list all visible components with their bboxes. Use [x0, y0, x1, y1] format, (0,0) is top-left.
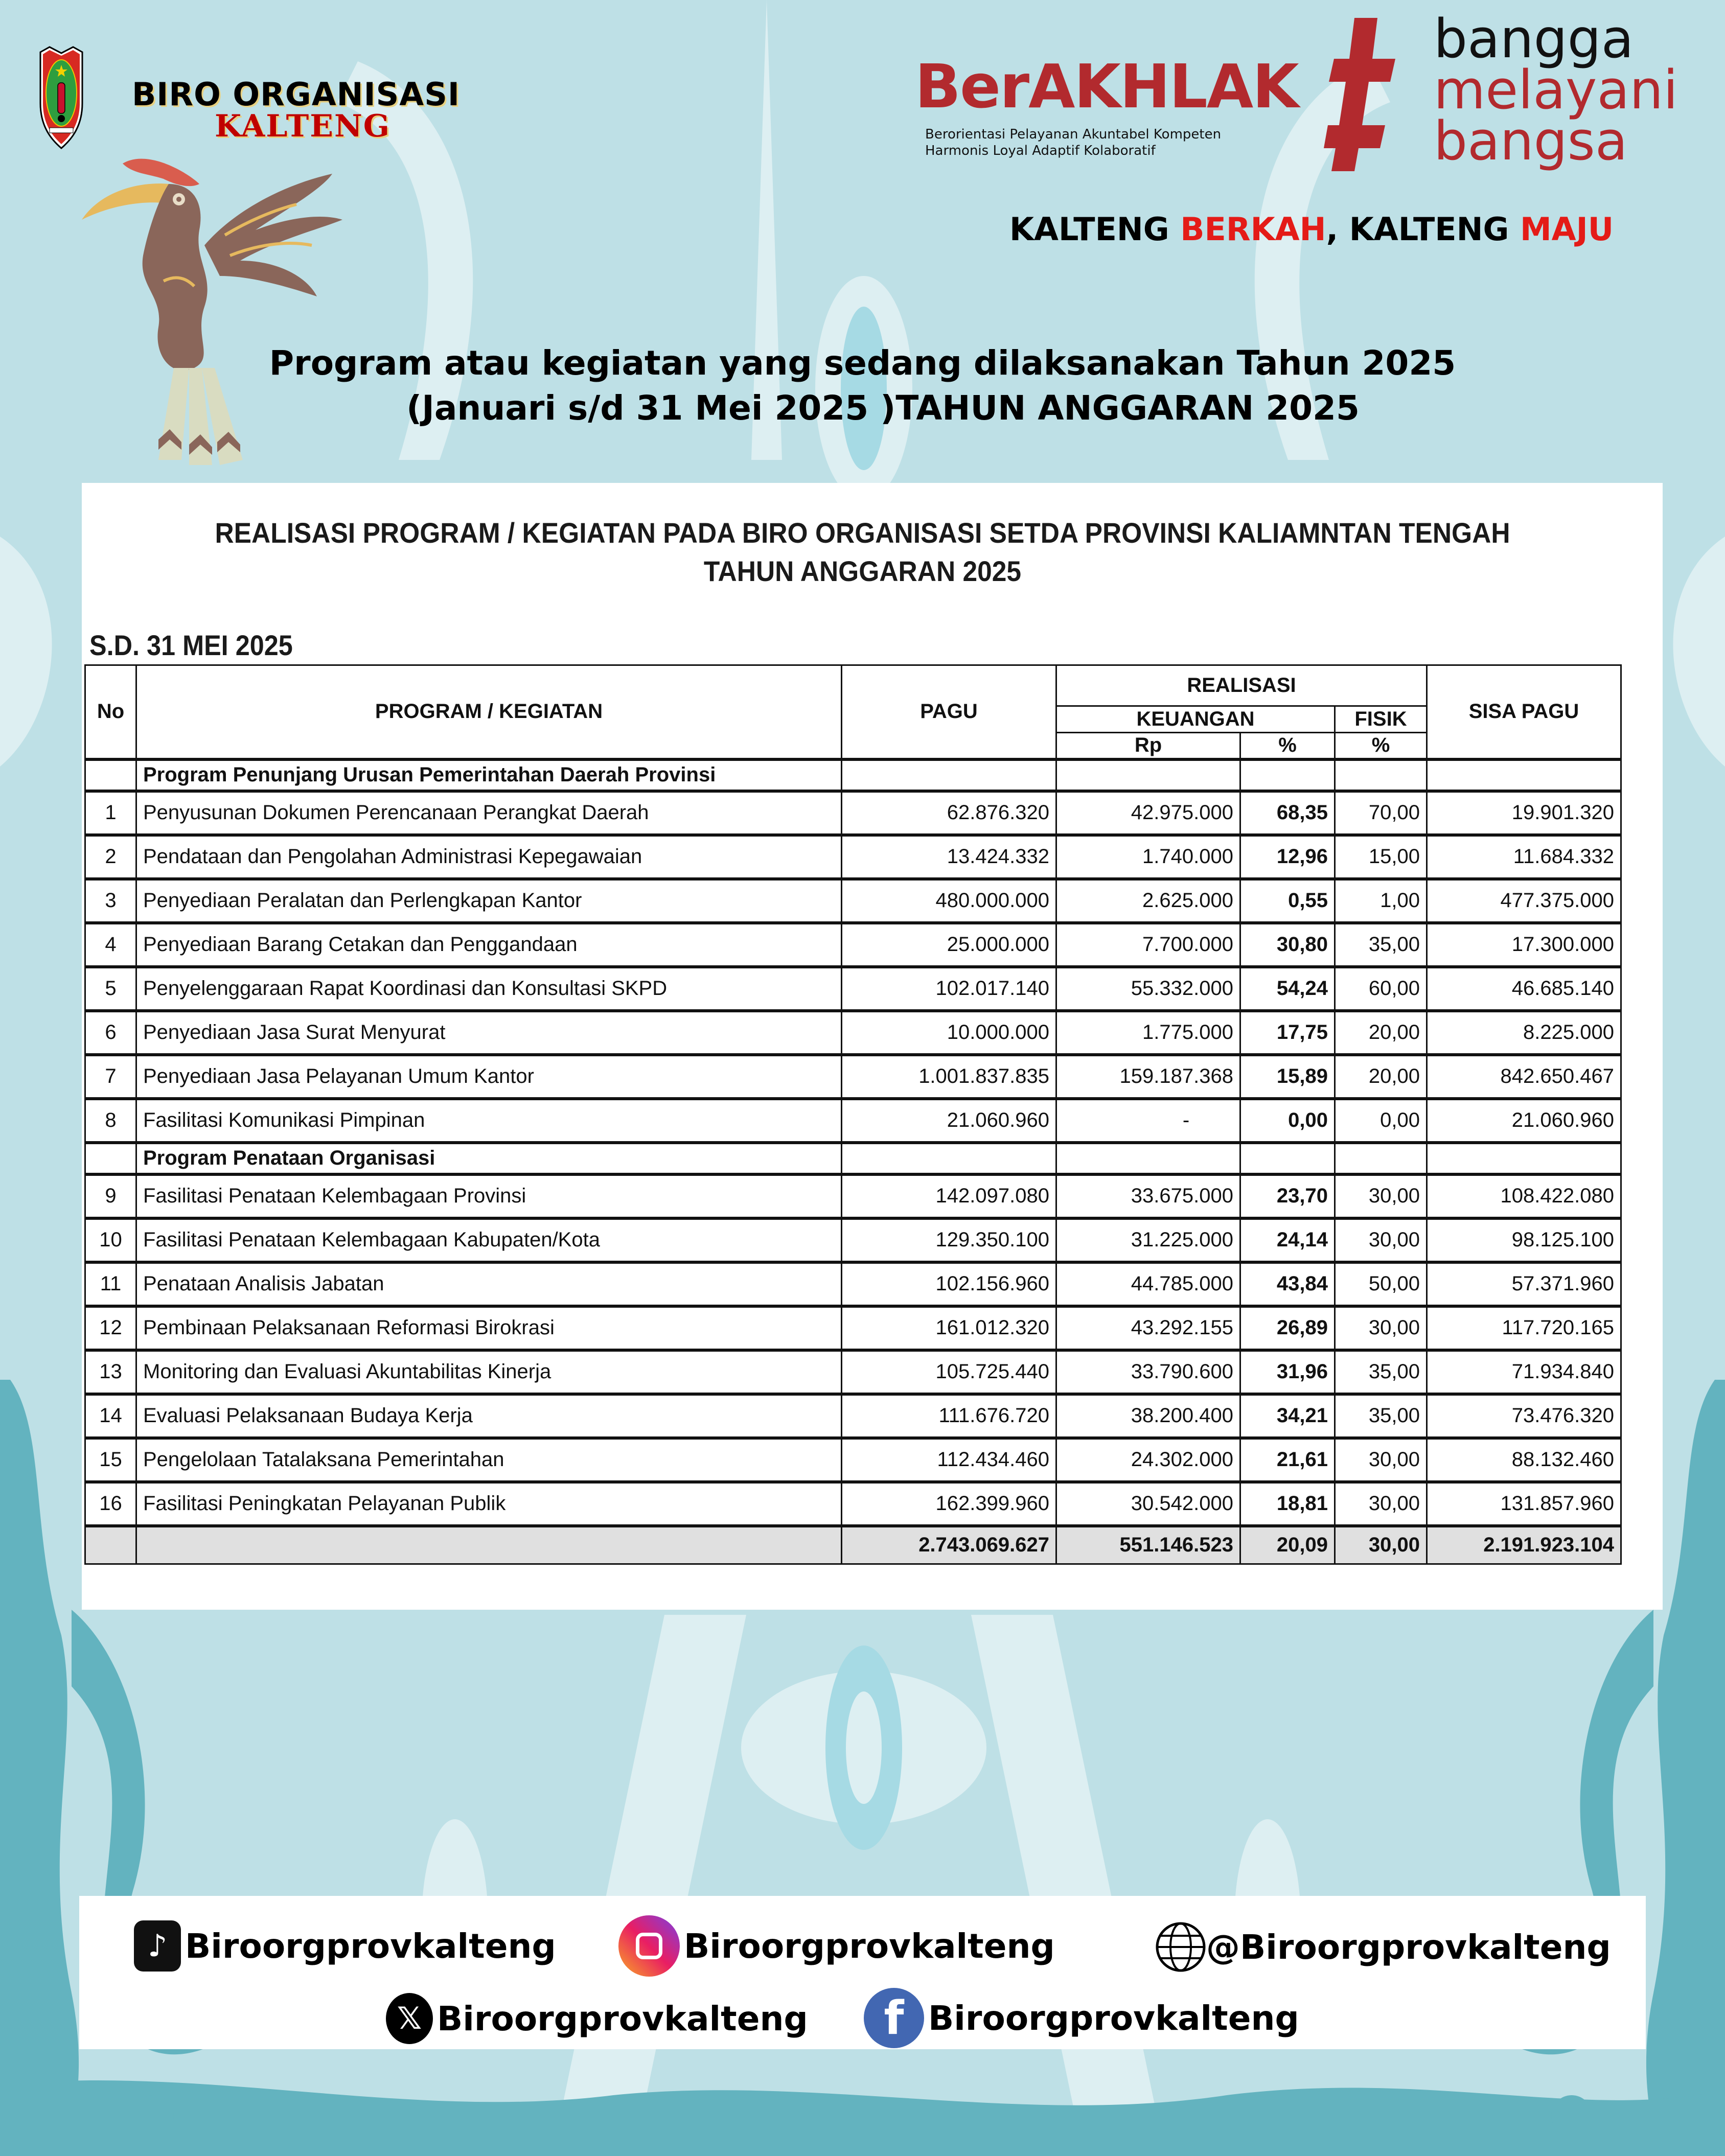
row-pagu: 111.676.720	[842, 1394, 1056, 1438]
row-kegiatan: Penyelenggaraan Rapat Koordinasi dan Konsultasi SKPD	[136, 967, 842, 1011]
row-realisasi-pct: 23,70	[1240, 1174, 1335, 1218]
row-realisasi-pct: 43,84	[1240, 1262, 1335, 1306]
kalteng-emblem	[38, 42, 84, 149]
row-fisik-pct: 35,00	[1335, 923, 1427, 967]
row-realisasi-rp: 42.975.000	[1056, 791, 1240, 835]
empty-cell	[1427, 1143, 1621, 1174]
report-date: S.D. 31 MEI 2025	[89, 629, 293, 661]
row-pagu: 21.060.960	[842, 1099, 1056, 1143]
table-row	[85, 1306, 1621, 1350]
row-sisa-pagu: 11.684.332	[1427, 835, 1621, 879]
row-pagu: 105.725.440	[842, 1350, 1056, 1394]
row-no: 10	[85, 1218, 136, 1262]
row-sisa-pagu: 19.901.320	[1427, 791, 1621, 835]
social-tiktok[interactable]	[134, 1920, 556, 1972]
instagram-handle: Biroorgprovkalteng	[684, 1926, 1055, 1966]
program-name: Program Penunjang Urusan Pemerintahan Daerah Provinsi	[136, 759, 842, 791]
row-realisasi-pct: 15,89	[1240, 1055, 1335, 1099]
col-header-pct: %	[1240, 733, 1335, 759]
bangsa-text: bangsa	[1434, 110, 1628, 172]
empty-cell	[1335, 1143, 1427, 1174]
row-kegiatan: Penyediaan Barang Cetakan dan Penggandaan	[136, 923, 842, 967]
col-header-fisik-pct: %	[1335, 733, 1427, 759]
row-realisasi-pct: 54,24	[1240, 967, 1335, 1011]
row-kegiatan: Fasilitasi Peningkatan Pelayanan Publik	[136, 1482, 842, 1526]
empty-cell	[1240, 759, 1335, 791]
row-sisa-pagu: 8.225.000	[1427, 1011, 1621, 1055]
row-realisasi-rp: 38.200.400	[1056, 1394, 1240, 1438]
row-kegiatan: Penyediaan Jasa Surat Menyurat	[136, 1011, 842, 1055]
row-realisasi-pct: 17,75	[1240, 1011, 1335, 1055]
row-kegiatan: Pengelolaan Tatalaksana Pemerintahan	[136, 1438, 842, 1482]
instagram-icon	[618, 1915, 680, 1977]
row-kegiatan: Monitoring dan Evaluasi Akuntabilitas Kinerja	[136, 1350, 842, 1394]
row-realisasi-pct: 68,35	[1240, 791, 1335, 835]
table-row	[85, 1011, 1621, 1055]
row-pagu: 1.001.837.835	[842, 1055, 1056, 1099]
row-no: 13	[85, 1350, 136, 1394]
table-row	[85, 923, 1621, 967]
row-fisik-pct: 30,00	[1335, 1174, 1427, 1218]
total-no-cell	[85, 1526, 136, 1564]
row-pagu: 102.017.140	[842, 967, 1056, 1011]
berakhlak-logo: BerAKHLAK	[915, 51, 1298, 122]
row-kegiatan: Penataan Analisis Jabatan	[136, 1262, 842, 1306]
row-realisasi-pct: 34,21	[1240, 1394, 1335, 1438]
table-row	[85, 1482, 1621, 1526]
table-row	[85, 879, 1621, 923]
tiktok-icon: ♪	[134, 1920, 181, 1972]
globe-icon	[1155, 1920, 1206, 1974]
row-kegiatan: Fasilitasi Penataan Kelembagaan Provinsi	[136, 1174, 842, 1218]
row-fisik-pct: 1,00	[1335, 879, 1427, 923]
row-sisa-pagu: 57.371.960	[1427, 1262, 1621, 1306]
col-header-pagu: PAGU	[842, 665, 1056, 759]
row-pagu: 161.012.320	[842, 1306, 1056, 1350]
row-realisasi-pct: 0,00	[1240, 1099, 1335, 1143]
bangga-text: bangga	[1434, 8, 1634, 70]
row-pagu: 10.000.000	[842, 1011, 1056, 1055]
main-title-line2: (Januari s/d 31 Mei 2025 )TAHUN ANGGARAN 2025	[406, 388, 1360, 428]
row-fisik-pct: 35,00	[1335, 1394, 1427, 1438]
row-realisasi-rp: 159.187.368	[1056, 1055, 1240, 1099]
row-kegiatan: Penyediaan Jasa Pelayanan Umum Kantor	[136, 1055, 842, 1099]
col-header-realisasi: REALISASI	[1056, 665, 1427, 706]
row-fisik-pct: 30,00	[1335, 1218, 1427, 1262]
berakhlak-tagline-2: Harmonis Loyal Adaptif Kolaboratif	[925, 143, 1156, 158]
total-label-cell	[136, 1526, 842, 1564]
row-no: 16	[85, 1482, 136, 1526]
table-row	[85, 1394, 1621, 1438]
table-row	[85, 1350, 1621, 1394]
row-pagu: 142.097.080	[842, 1174, 1056, 1218]
program-header-row	[85, 759, 1621, 791]
table-row	[85, 1262, 1621, 1306]
row-sisa-pagu: 88.132.460	[1427, 1438, 1621, 1482]
row-realisasi-pct: 12,96	[1240, 835, 1335, 879]
row-no: 3	[85, 879, 136, 923]
row-realisasi-pct: 18,81	[1240, 1482, 1335, 1526]
col-header-fisik: FISIK	[1335, 706, 1427, 733]
table-row	[85, 1174, 1621, 1218]
row-no: 4	[85, 923, 136, 967]
row-fisik-pct: 70,00	[1335, 791, 1427, 835]
row-kegiatan: Penyediaan Peralatan dan Perlengkapan Kantor	[136, 879, 842, 923]
row-sisa-pagu: 131.857.960	[1427, 1482, 1621, 1526]
row-kegiatan: Pembinaan Pelaksanaan Reformasi Birokrasi	[136, 1306, 842, 1350]
row-realisasi-rp: 31.225.000	[1056, 1218, 1240, 1262]
row-sisa-pagu: 17.300.000	[1427, 923, 1621, 967]
row-pagu: 25.000.000	[842, 923, 1056, 967]
website-handle: @Biroorgprovkalteng	[1206, 1928, 1611, 1967]
x-handle: Biroorgprovkalteng	[437, 1999, 808, 2038]
row-no: 1	[85, 791, 136, 835]
empty-cell	[1335, 759, 1427, 791]
row-no: 14	[85, 1394, 136, 1438]
total-pct: 20,09	[1240, 1526, 1335, 1564]
row-realisasi-rp: 1.740.000	[1056, 835, 1240, 879]
row-pagu: 102.156.960	[842, 1262, 1056, 1306]
row-realisasi-rp: -	[1056, 1099, 1240, 1143]
row-pagu: 162.399.960	[842, 1482, 1056, 1526]
row-realisasi-rp: 33.675.000	[1056, 1174, 1240, 1218]
total-sisa: 2.191.923.104	[1427, 1526, 1621, 1564]
melayani-text: melayani	[1434, 59, 1678, 121]
col-header-sisa-pagu: SISA PAGU	[1427, 665, 1621, 759]
row-sisa-pagu: 117.720.165	[1427, 1306, 1621, 1350]
row-fisik-pct: 15,00	[1335, 835, 1427, 879]
table-row	[85, 967, 1621, 1011]
row-realisasi-pct: 26,89	[1240, 1306, 1335, 1350]
x-icon: 𝕏	[386, 1993, 433, 2044]
kalteng-motto: KALTENG BERKAH, KALTENG MAJU	[1009, 211, 1614, 248]
row-fisik-pct: 60,00	[1335, 967, 1427, 1011]
row-realisasi-rp: 1.775.000	[1056, 1011, 1240, 1055]
row-realisasi-pct: 0,55	[1240, 879, 1335, 923]
row-pagu: 13.424.332	[842, 835, 1056, 879]
org-name-line1: BIRO ORGANISASI	[132, 76, 460, 113]
row-no: 6	[85, 1011, 136, 1055]
row-sisa-pagu: 842.650.467	[1427, 1055, 1621, 1099]
table-row	[85, 1099, 1621, 1143]
row-realisasi-rp: 30.542.000	[1056, 1482, 1240, 1526]
total-fisik: 30,00	[1335, 1526, 1427, 1564]
row-fisik-pct: 30,00	[1335, 1438, 1427, 1482]
row-realisasi-pct: 31,96	[1240, 1350, 1335, 1394]
row-pagu: 480.000.000	[842, 879, 1056, 923]
empty-cell	[1427, 759, 1621, 791]
row-sisa-pagu: 98.125.100	[1427, 1218, 1621, 1262]
row-sisa-pagu: 46.685.140	[1427, 967, 1621, 1011]
social-facebook[interactable]	[864, 1988, 1299, 2048]
row-realisasi-rp: 44.785.000	[1056, 1262, 1240, 1306]
row-realisasi-rp: 7.700.000	[1056, 923, 1240, 967]
row-no: 12	[85, 1306, 136, 1350]
row-realisasi-rp: 55.332.000	[1056, 967, 1240, 1011]
berakhlak-tagline-1: Berorientasi Pelayanan Akuntabel Kompeten	[925, 127, 1222, 142]
row-kegiatan: Pendataan dan Pengolahan Administrasi Kepegawaian	[136, 835, 842, 879]
row-fisik-pct: 50,00	[1335, 1262, 1427, 1306]
empty-cell	[1056, 1143, 1240, 1174]
row-sisa-pagu: 21.060.960	[1427, 1099, 1621, 1143]
social-instagram[interactable]	[618, 1915, 1055, 1977]
table-row	[85, 1438, 1621, 1482]
empty-cell	[1056, 759, 1240, 791]
total-row	[85, 1526, 1621, 1564]
table-row	[85, 1055, 1621, 1099]
total-pagu: 2.743.069.627	[842, 1526, 1056, 1564]
total-rp: 551.146.523	[1056, 1526, 1240, 1564]
main-title-line1: Program atau kegiatan yang sedang dilaksanakan Tahun 2025	[269, 343, 1456, 383]
row-sisa-pagu: 108.422.080	[1427, 1174, 1621, 1218]
row-sisa-pagu: 73.476.320	[1427, 1394, 1621, 1438]
row-realisasi-pct: 24,14	[1240, 1218, 1335, 1262]
col-header-rp: Rp	[1056, 733, 1240, 759]
table-row	[85, 791, 1621, 835]
tiktok-handle: Biroorgprovkalteng	[185, 1926, 556, 1966]
table-row	[85, 1218, 1621, 1262]
row-fisik-pct: 20,00	[1335, 1011, 1427, 1055]
row-no: 8	[85, 1099, 136, 1143]
row-realisasi-rp: 24.302.000	[1056, 1438, 1240, 1482]
hashtag-logo-icon	[1324, 15, 1400, 174]
row-no: 5	[85, 967, 136, 1011]
program-no-cell	[85, 1143, 136, 1174]
row-realisasi-rp: 43.292.155	[1056, 1306, 1240, 1350]
row-realisasi-rp: 33.790.600	[1056, 1350, 1240, 1394]
program-header-row	[85, 1143, 1621, 1174]
row-fisik-pct: 20,00	[1335, 1055, 1427, 1099]
col-header-keuangan: KEUANGAN	[1056, 706, 1335, 733]
row-no: 7	[85, 1055, 136, 1099]
row-pagu: 129.350.100	[842, 1218, 1056, 1262]
empty-cell	[842, 1143, 1056, 1174]
row-no: 15	[85, 1438, 136, 1482]
row-realisasi-pct: 21,61	[1240, 1438, 1335, 1482]
row-kegiatan: Fasilitasi Komunikasi Pimpinan	[136, 1099, 842, 1143]
col-header-no: No	[85, 665, 136, 759]
row-no: 11	[85, 1262, 136, 1306]
empty-cell	[842, 759, 1056, 791]
row-sisa-pagu: 477.375.000	[1427, 879, 1621, 923]
row-kegiatan: Fasilitasi Penataan Kelembagaan Kabupaten/Kota	[136, 1218, 842, 1262]
row-fisik-pct: 35,00	[1335, 1350, 1427, 1394]
table-row	[85, 835, 1621, 879]
report-title-line1: REALISASI PROGRAM / KEGIATAN PADA BIRO ORGANISASI SETDA PROVINSI KALIAMNTAN TENGAH	[215, 517, 1510, 549]
program-no-cell	[85, 759, 136, 791]
row-fisik-pct: 30,00	[1335, 1482, 1427, 1526]
row-pagu: 112.434.460	[842, 1438, 1056, 1482]
facebook-handle: Biroorgprovkalteng	[928, 1998, 1299, 2038]
row-sisa-pagu: 71.934.840	[1427, 1350, 1621, 1394]
row-pagu: 62.876.320	[842, 791, 1056, 835]
org-name-line2: KALTENG	[215, 108, 391, 144]
row-realisasi-rp: 2.625.000	[1056, 879, 1240, 923]
row-realisasi-pct: 30,80	[1240, 923, 1335, 967]
realisasi-table	[84, 664, 1622, 1565]
report-title-line2: TAHUN ANGGARAN 2025	[703, 555, 1022, 587]
social-website[interactable]	[1155, 1920, 1611, 1974]
row-no: 2	[85, 835, 136, 879]
facebook-icon: f	[864, 1988, 924, 2048]
social-x[interactable]	[386, 1993, 808, 2044]
col-header-program: PROGRAM / KEGIATAN	[136, 665, 842, 759]
row-kegiatan: Penyusunan Dokumen Perencanaan Perangkat Daerah	[136, 791, 842, 835]
empty-cell	[1240, 1143, 1335, 1174]
row-fisik-pct: 30,00	[1335, 1306, 1427, 1350]
program-name: Program Penataan Organisasi	[136, 1143, 842, 1174]
row-fisik-pct: 0,00	[1335, 1099, 1427, 1143]
row-kegiatan: Evaluasi Pelaksanaan Budaya Kerja	[136, 1394, 842, 1438]
row-no: 9	[85, 1174, 136, 1218]
